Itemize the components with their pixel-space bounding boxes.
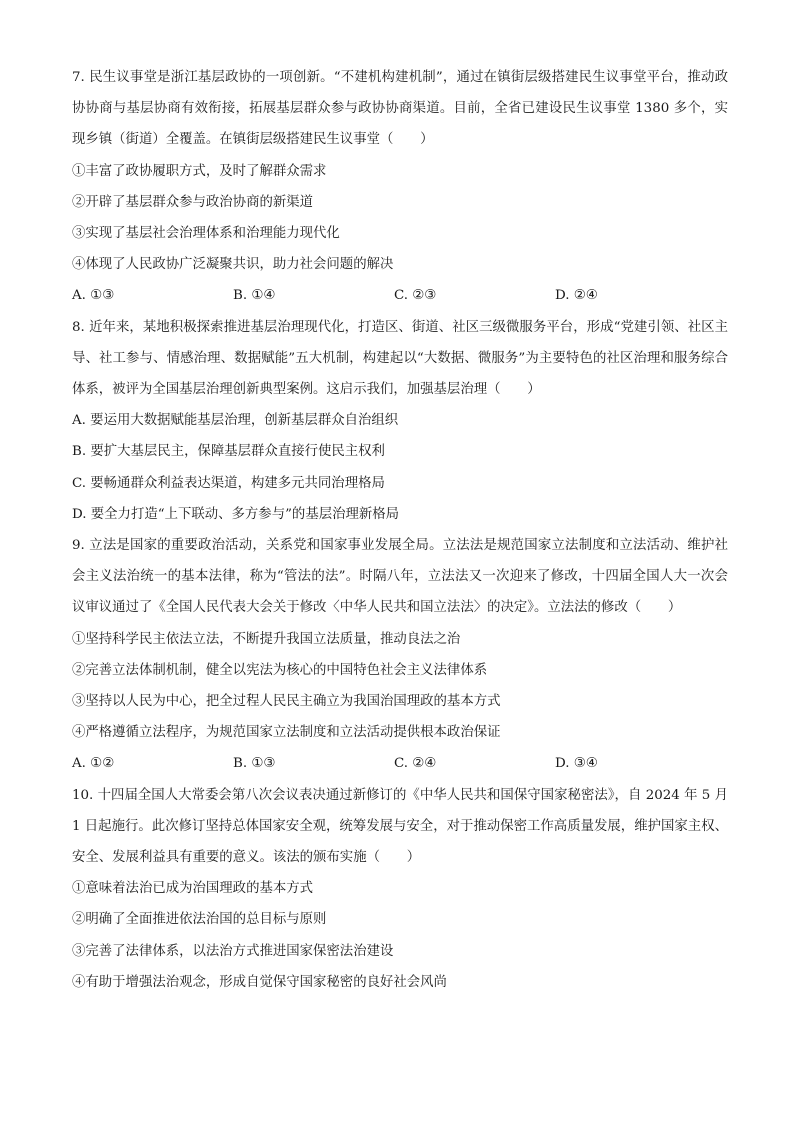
question-8-option-c[interactable]: C. 要畅通群众利益表达渠道，构建多元共同治理格局 — [72, 475, 385, 491]
question-7-choice-a[interactable]: A. ①③ — [72, 288, 115, 304]
question-10-statement-2: ②明确了全面推进依法治国的总目标与原则 — [72, 912, 327, 928]
exam-page — [72, 62, 728, 998]
question-7 — [72, 62, 728, 312]
question-7-choice-c[interactable]: C. ②③ — [394, 288, 437, 304]
question-10-stem: 10. 十四届全国人大常委会第八次会议表决通过新修订的《中华人民共和国保守国家秘密法》，自 2024 年 5 月 1 日起施行。此次修订坚持总体国家安全观，统筹发展与安全，对于推动保密工作高质量发展，维护国家主权、安全、发展利益具有重要的意义。该法的颁布实施（ ） — [72, 787, 728, 866]
question-7-statement-2: ②开辟了基层群众参与政治协商的新渠道 — [72, 194, 314, 210]
question-7-stem: 7. 民生议事堂是浙江基层政协的一项创新。“不建机构建机制”，通过在镇街层级搭建民生议事堂平台，推动政协协商与基层协商有效衔接，拓展基层群众参与政协协商渠道。目前，全省已建设民生议事堂 1380 多个，实现乡镇（街道）全覆盖。在镇街层级搭建民生议事堂（ ） — [72, 70, 728, 148]
question-7-statement-4: ④体现了人民政协广泛凝聚共识，助力社会问题的解决 — [72, 257, 394, 273]
question-9-stem: 9. 立法是国家的重要政治活动，关系党和国家事业发展全局。立法法是规范国家立法制度和立法活动、维护社会主义法治统一的基本法律，称为“管法的法”。时隔八年，立法法又一次迎来了修改，十四届全国人大一次会议审议通过了《全国人民代表大会关于修改〈中华人民共和国立法法〉的决定》。立法法的修改（ ） — [72, 538, 728, 616]
question-9-statement-2: ②完善立法体制机制，健全以宪法为核心的中国特色社会主义法律体系 — [72, 662, 488, 678]
question-9-statement-3: ③坚持以人民为中心，把全过程人民民主确立为我国治国理政的基本方式 — [72, 694, 501, 710]
question-9-choice-d[interactable]: D. ③④ — [555, 756, 598, 772]
question-9-choices — [72, 748, 728, 779]
question-8-stem: 8. 近年来，某地积极探索推进基层治理现代化，打造区、街道、社区三级微服务平台，形成“党建引领、社区主导、社工参与、情感治理、数据赋能”五大机制，构建起以“大数据、微服务”为主要特色的社区治理和服务综合体系，被评为全国基层治理创新典型案例。这启示我们，加强基层治理（ ） — [72, 319, 728, 398]
question-7-choice-d[interactable]: D. ②④ — [555, 288, 598, 304]
question-7-statement-3: ③实现了基层社会治理体系和治理能力现代化 — [72, 226, 340, 242]
question-9-choice-c[interactable]: C. ②④ — [394, 756, 437, 772]
question-7-choices — [72, 280, 728, 311]
question-9-choice-b[interactable]: B. ①③ — [233, 756, 276, 772]
question-7-statement-1: ①丰富了政协履职方式，及时了解群众需求 — [72, 163, 327, 179]
question-8-option-a[interactable]: A. 要运用大数据赋能基层治理，创新基层群众自治组织 — [72, 413, 399, 429]
question-9-choice-a[interactable]: A. ①② — [72, 756, 115, 772]
question-10-statement-1: ①意味着法治已成为治国理政的基本方式 — [72, 881, 314, 897]
question-7-choice-b[interactable]: B. ①④ — [233, 288, 276, 304]
question-8-option-b[interactable]: B. 要扩大基层民主，保障基层群众直接行使民主权利 — [72, 444, 385, 460]
question-9 — [72, 530, 728, 780]
question-10-statement-3: ③完善了法律体系，以法治方式推进国家保密法治建设 — [72, 943, 394, 959]
question-8-option-d[interactable]: D. 要全力打造“上下联动、多方参与”的基层治理新格局 — [72, 506, 400, 522]
question-10 — [72, 780, 728, 998]
question-9-statement-1: ①坚持科学民主依法立法，不断提升我国立法质量，推动良法之治 — [72, 631, 461, 647]
question-10-statement-4: ④有助于增强法治观念，形成自觉保守国家秘密的良好社会风尚 — [72, 974, 447, 990]
question-8 — [72, 312, 728, 530]
question-9-statement-4: ④严格遵循立法程序，为规范国家立法制度和立法活动提供根本政治保证 — [72, 725, 501, 741]
